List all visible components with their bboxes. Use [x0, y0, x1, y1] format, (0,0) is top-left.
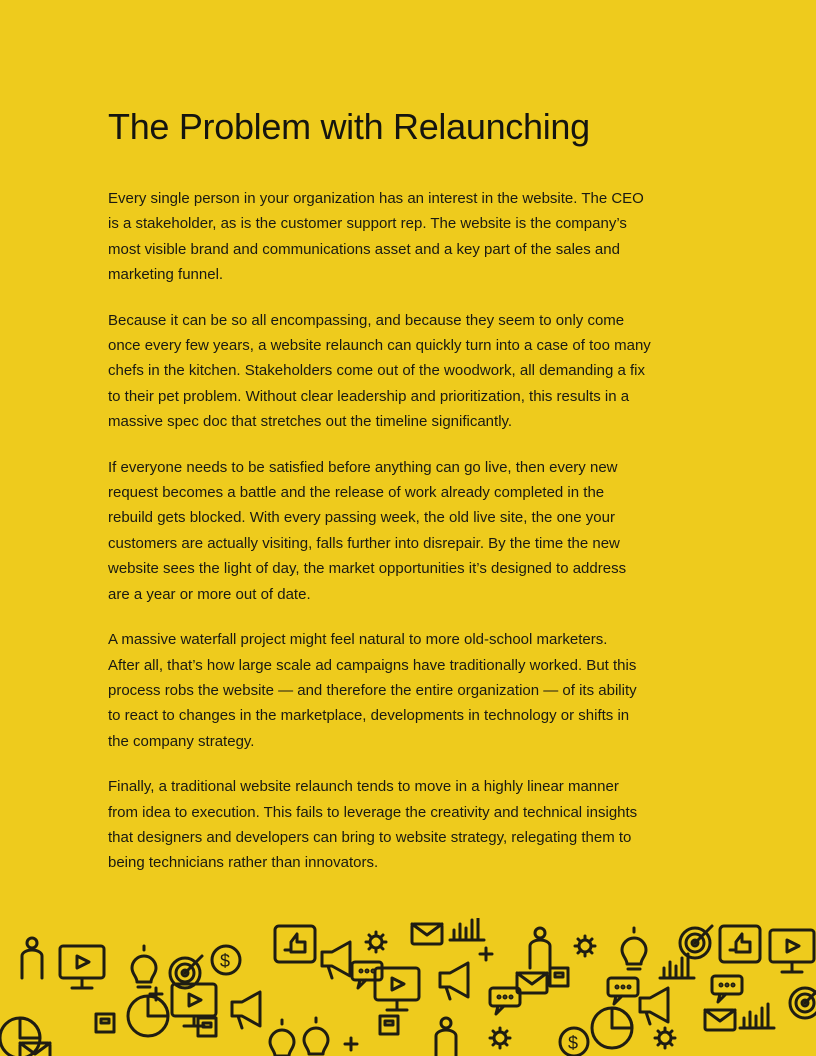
pie-chart-icon	[592, 1008, 632, 1048]
text-line: most visible brand and communications asset and a key part of the sales and	[108, 240, 620, 258]
dollar-coin-icon	[212, 946, 240, 974]
text-line: to react to changes in the marketplace, developments in technology or shifts in	[108, 707, 630, 725]
megaphone-icon	[232, 992, 260, 1028]
text-line: marketing funnel.	[108, 266, 224, 284]
gear-icon	[366, 932, 386, 952]
text-line: to their pet problem. Without clear leadership and prioritization, this results in a	[108, 387, 630, 405]
text-line: request becomes a battle and the release of work already completed in the	[108, 484, 605, 502]
envelope-icon	[705, 1010, 735, 1030]
target-icon	[790, 986, 816, 1018]
text-line: A massive waterfall project might feel natural to more old-school marketers.	[108, 631, 608, 649]
lightbulb-icon	[132, 946, 156, 987]
pie-chart-icon	[128, 996, 168, 1036]
text-line: Finally, a traditional website relaunch tends to move in a highly linear manner	[108, 778, 619, 796]
paragraph	[108, 308, 708, 435]
person-icon	[530, 928, 550, 968]
gear-icon	[575, 936, 595, 956]
chat-bubble-icon	[608, 978, 638, 1004]
megaphone-icon	[440, 963, 468, 999]
plus-icon	[480, 948, 492, 960]
monitor-icon	[60, 946, 104, 988]
text-line: rebuild gets blocked. With every passing week, the old live site, the one your	[108, 509, 615, 527]
text-line: being technicians rather than innovators.	[108, 854, 379, 872]
gear-icon	[655, 1028, 675, 1048]
text-line: After all, that’s how large scale ad campaigns have traditionally worked. But this	[108, 656, 637, 674]
envelope-icon	[517, 973, 547, 993]
bar-chart-icon	[660, 954, 694, 978]
plus-icon	[345, 1038, 357, 1050]
monitor-icon	[770, 930, 814, 972]
text-line: massive spec doc that stretches out the timeline significantly.	[108, 413, 513, 431]
megaphone-icon	[640, 988, 668, 1024]
monitor-icon	[172, 984, 216, 1026]
text-line: is a stakeholder, as is the customer support rep. The website is the company’s	[108, 215, 627, 233]
text-line: that designers and developers can bring to website strategy, relegating them to	[108, 828, 632, 846]
chat-bubble-icon	[352, 962, 382, 988]
person-icon	[436, 1018, 456, 1056]
text-line: from idea to execution. This fails to leverage the creativity and technical insights	[108, 803, 638, 821]
paragraph	[108, 186, 708, 288]
gear-icon	[490, 1028, 510, 1048]
bar-chart-icon	[740, 1004, 774, 1028]
text-line: Because it can be so all encompassing, and because they seem to only come	[108, 311, 625, 329]
text-line: chefs in the kitchen. Stakeholders come out of the woodwork, all demanding a fix	[108, 362, 645, 380]
lightbulb-icon	[270, 1020, 294, 1056]
page-title: The Problem with Relaunching	[108, 106, 590, 147]
envelope-icon	[412, 924, 442, 944]
box-icon	[96, 1014, 114, 1032]
chat-bubble-icon	[490, 988, 520, 1014]
thumbs-up-icon	[275, 926, 315, 962]
text-line: once every few years, a website relaunch can quickly turn into a case of too many	[108, 337, 651, 355]
plus-icon	[150, 988, 162, 1000]
text-line: If everyone needs to be satisfied before anything can go live, then every new	[108, 458, 618, 476]
text-line: customers are actually visiting, falls further into disrepair. By the time the new	[108, 534, 620, 552]
svg-text:$: $	[220, 951, 231, 971]
box-icon	[550, 968, 568, 986]
bar-chart-icon	[450, 918, 484, 940]
person-icon	[22, 938, 42, 978]
text-line: website sees the light of day, the market opportunities it’s designed to address	[108, 560, 627, 578]
lightbulb-icon	[304, 1018, 328, 1056]
marketing-icons-pattern	[0, 918, 816, 1056]
text-line: the company strategy.	[108, 732, 255, 750]
paragraph	[108, 455, 708, 607]
text-line: Every single person in your organization has an interest in the website. The CEO	[108, 190, 644, 207]
thumbs-up-icon	[720, 926, 760, 962]
paragraph	[108, 774, 708, 876]
target-icon	[680, 926, 712, 958]
box-icon	[380, 1016, 398, 1034]
svg-text:$: $	[568, 1033, 579, 1053]
text-line: process robs the website — and therefore the entire organization — of its ability	[108, 681, 637, 699]
body-text	[108, 186, 708, 896]
dollar-coin-icon	[560, 1028, 588, 1056]
lightbulb-icon	[622, 928, 646, 969]
text-line: are a year or more out of date.	[108, 585, 311, 603]
megaphone-icon	[322, 942, 350, 978]
chat-bubble-icon	[712, 976, 742, 1002]
paragraph	[108, 627, 708, 754]
